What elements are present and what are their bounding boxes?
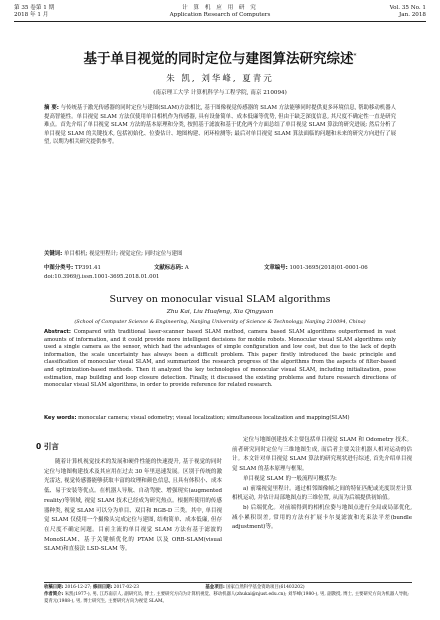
abstract-cn <box>44 104 396 147</box>
article-number-label: 文章编号: <box>264 265 288 271</box>
paper-title-cn-text: 基于单目视觉的同时定位与建图算法研究综述 <box>83 51 354 67</box>
fund-info <box>205 585 304 590</box>
header-journal-cn: 计 算 机 应 用 研 究 <box>182 5 258 11</box>
doc-code-label: 文献标志码: <box>154 265 184 271</box>
received-value: 2016-12-27 <box>64 585 91 590</box>
header-volume-cn: 第 35 卷第 1 期 <box>14 5 55 11</box>
bio-label: 作者简介: <box>44 592 64 597</box>
bio-value: 朱凯(1977-), 男, 江苏南京人, 副研究员, 博士, 主要研究方向为计算机视觉、移动机器人(zhukai@njust.edu.cn); 刘华峰(1980-), 男, 副教授, 博士, 主要研究方向为机器人导航; 夏青元(1988-), 男, 博士研究生, 主要研究方向为视觉 SLAM。 <box>44 592 409 604</box>
article-number-value: 1001-3695(2018)01-0001-06 <box>289 265 368 271</box>
received-label: 收稿日期: <box>44 585 64 590</box>
header-rule <box>14 21 426 22</box>
header-journal-en: Application Research of Computers <box>169 12 271 19</box>
abstract-en-text: Compared with traditional laser-scanner based SLAM method, camera based SLAM algorithms outperformed in vast amounts of information, and it could provide more intelligent decisions for mobile robots. Monocular visual SLAM algorithms only used a single camera as the sensor, which had the advantages of simple configuration and low cost, but due to the lack of depth information, the scale uncertainty has always been a difficult problem. This paper firstly introduced the basic principle and classification of monocular visual SLAM, and summarized the research progress of the algorithms from the aspects of filter-based and optimization-based methods. Then it analyzed the key technologies of monocular visual SLAM, including initialization, pose estimation, map building and loop closure detection. Finally, it discussed the existing problems and future research directions of monocular visual SLAM algorithms, in order to provide reference for related research. <box>44 329 397 389</box>
header-volume-en: Vol. 35 No. 1 <box>389 5 426 11</box>
footnote-rule <box>44 582 412 583</box>
keywords-cn-text: 单目相机; 视觉里程计; 视觉定位; 同时定位与建图 <box>64 251 183 257</box>
abstract-cn-label: 摘 要: <box>44 105 59 111</box>
title-footnote-mark: * <box>353 52 357 60</box>
fund-value: 国家自然科学基金资助项目(61403202) <box>226 585 305 590</box>
keywords-en <box>44 415 396 423</box>
fund-label: 基金项目: <box>205 585 225 590</box>
header-right <box>390 5 426 19</box>
section-heading-introduction: 0 引言 <box>36 442 59 451</box>
keywords-cn <box>44 250 396 258</box>
footnote <box>44 584 412 605</box>
header-center <box>14 5 426 19</box>
document-code <box>154 264 189 272</box>
author-bio <box>44 591 412 605</box>
keywords-en-text: monocular camera; visual odometry; visual localization; simultaneous localization and mapping(SLAM) <box>78 415 350 421</box>
doc-code-value: A <box>184 265 189 271</box>
body-paragraph: b) 后端优化。对前端得到的相机位姿与地图点进行全局或局部优化, 减小累积误差, 常用的方法有扩展卡尔曼滤波和光束法平差(bundle adjustment)等。 <box>232 504 412 531</box>
keywords-en-label: Key words: <box>44 415 77 421</box>
abstract-en-label: Abstract: <box>44 329 71 335</box>
paper-title-cn <box>0 47 440 67</box>
paper-title-en: Survey on monocular visual SLAM algorithms <box>109 294 331 305</box>
body-paragraph: 单目视觉 SLAM 的一般流程可概括为: <box>243 475 337 482</box>
clc-value: TP391.41 <box>74 265 101 271</box>
authors-en: Zhu Kai, Liu Huafeng, Xia Qingyuan <box>166 309 274 315</box>
body-paragraph: a) 前端视觉里程计。通过相邻图像帧之间的特征匹配或光度误差计算相机运动, 并估计局部地图点的三维位置, 从而为后端提供初始值。 <box>232 485 412 502</box>
abstract-en <box>44 329 396 390</box>
keywords-cn-label: 关键词: <box>44 251 63 257</box>
clc-number <box>44 264 101 272</box>
affiliation-en: (School of Computer Science & Engineering, Nanjing University of Science & Technology, Nanjing 210094, China) <box>74 319 366 325</box>
header-date-en: Jan. 2018 <box>399 12 426 19</box>
body-column-right <box>232 436 412 533</box>
doi: doi:10.3969/j.issn.1001-3695.2018.01.001 <box>44 274 160 280</box>
affiliation-cn: (南京理工大学 计算机科学与工程学院, 南京 210094) <box>153 90 287 96</box>
body-column-left: 随着计算机视觉技术的发展和硬件性能的快速提升, 基于视觉的同时定位与地图构建技术及其应用在过去 30 年里迅速发展。区别于传统的激光雷达, 视觉传感器能够获取丰富的纹理和颜色信息, 且具有体积小、成本低、易于安装等优点。在机器人导航、自动驾驶、增强现实(augmented reality)等领域, 视觉 SLAM 技术已经成为研究热点。根据所使用的传感器种类, 视觉 SLAM 可以分为单目、双目和 RGB-D 三类。其中, 单目视觉 SLAM 仅使用一个摄像头完成定位与建图, 结构简单、成本低廉, 但存在尺度不确定问题。目前主流的单目视觉 SLAM 方法有基于滤波的 MonoSLAM、基于关键帧优化的 PTAM 以及 ORB-SLAM(visual SLAM)和直接法 LSD-SLAM 等。 <box>44 459 222 553</box>
received-date: 收稿日期: 2016-12-27; 修回日期: 2017-02-23 <box>44 585 139 590</box>
footnote-dates-fund <box>44 584 412 591</box>
body-paragraph: 定位与地图创建技术主要包括单目视觉 SLAM 和 Odometry 技术。前者研究同时定位与三维地图生成, 而后者主要关注机器人相对运动的估计。本文针对单目视觉 SLAM 算法的研究现状进行综述, 首先介绍单目视觉 SLAM 的基本原理与框架。 <box>232 437 412 473</box>
authors-cn: 朱 凯, 刘华峰, 夏青元 <box>166 74 274 84</box>
abstract-cn-text: 与传统基于激光传感器的同时定位与建图(SLAM)方法相比, 基于图像视觉传感器的 SLAM 方法能够同时提供更多环境信息, 帮助移动机器人提高智能性。单目视觉 SLAM 方法仅使用单目相机作为传感器, 具有设备简单、成本低廉等优势, 但由于缺乏深度信息, 其尺度不确定性一直是研究难点。首先介绍了单目视觉 SLAM 方法的基本原理和分类, 按照基于滤波和基于优化两个方面总结了单目视觉 SLAM 算法的研究进展; 然后分析了单目视觉 SLAM 的关键技术, 包括初始化、位姿估计、地图构建、闭环检测等; 最后对单目视觉 SLAM 算法面临的问题和未来的研究方向进行了展望, 以期为相关研究提供参考。 <box>44 105 397 146</box>
revised-label: 修回日期: <box>92 585 113 590</box>
article-number <box>264 264 368 272</box>
clc-label: 中图分类号: <box>44 265 74 271</box>
header-date-cn: 2018 年 1 月 <box>14 12 49 19</box>
revised-value: 2017-02-23 <box>113 585 139 590</box>
